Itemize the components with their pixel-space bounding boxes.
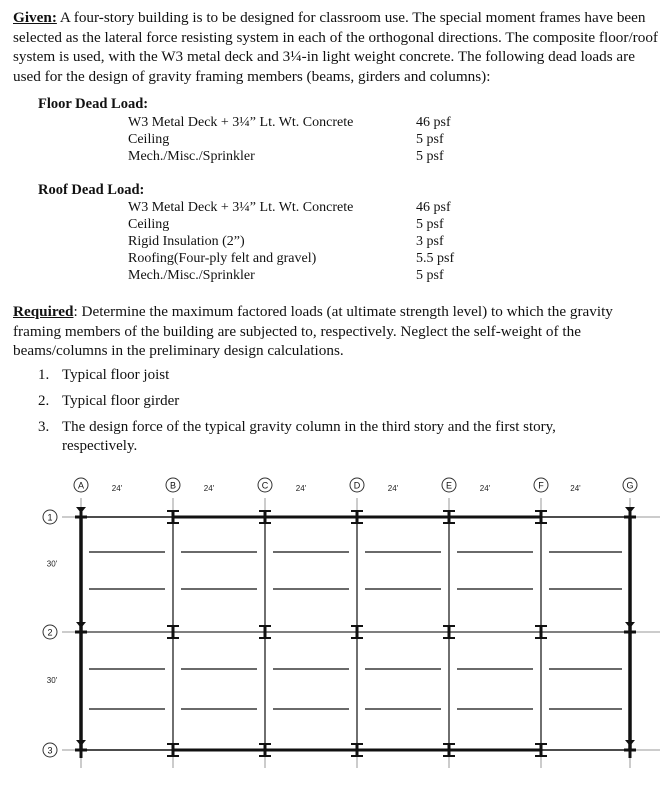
column-grid-label: A	[77, 480, 85, 491]
column-flange	[443, 522, 455, 524]
column-flange	[535, 743, 547, 745]
column-grid-label: B	[169, 480, 177, 491]
roof-load-desc: Rigid Insulation (2”)	[128, 234, 245, 249]
given-label: Given:	[13, 9, 57, 26]
connection-triangle	[76, 507, 86, 513]
question-number: 1.	[38, 367, 50, 383]
question-text: The design force of the typical gravity column in the third story and the first story, respectively.	[62, 419, 556, 454]
question-text: Typical floor joist	[62, 367, 170, 383]
roof-load-desc: Ceiling	[128, 217, 170, 232]
column-flange	[167, 522, 179, 524]
column-web	[264, 743, 267, 757]
floor-load-desc: Ceiling	[128, 132, 170, 147]
roof-load-value: 5.5 psf	[416, 251, 455, 266]
column-flange	[443, 755, 455, 757]
column-flange	[351, 637, 363, 639]
column-flange	[167, 637, 179, 639]
column-flange	[351, 510, 363, 512]
question-text: Typical floor girder	[62, 393, 180, 409]
row-grid-label: 1	[47, 512, 53, 523]
column-flange	[535, 625, 547, 627]
bay-width-label: 24'	[111, 484, 123, 493]
roof-load-row	[128, 217, 468, 234]
column-web	[264, 510, 267, 524]
bay-height-label: 30'	[46, 559, 58, 569]
column-flange	[259, 755, 271, 757]
column-web	[356, 510, 359, 524]
column-flange	[167, 625, 179, 627]
floor-load-value: 5 psf	[416, 149, 444, 164]
column-web	[172, 743, 175, 757]
required-label: Required	[13, 303, 74, 320]
floor-load-row	[128, 115, 468, 132]
column-web	[448, 625, 451, 639]
roof-load-value: 5 psf	[416, 217, 444, 232]
column-grid-label: F	[538, 480, 544, 491]
column-grid-label: D	[353, 480, 361, 491]
column-web	[540, 743, 543, 757]
column-flange	[535, 522, 547, 524]
floor-dead-load-title: Floor Dead Load:	[38, 96, 149, 112]
given-paragraph	[13, 8, 663, 86]
roof-load-desc: Mech./Misc./Sprinkler	[128, 268, 255, 283]
roof-load-desc: Roofing(Four-ply felt and gravel)	[128, 251, 317, 266]
column-flange	[259, 625, 271, 627]
connection-triangle	[625, 507, 635, 513]
bay-width-label: 24'	[479, 484, 491, 493]
roof-load-row	[128, 251, 468, 268]
row-grid-label: 2	[47, 627, 53, 638]
connection-triangle	[76, 622, 86, 628]
column-flange	[443, 637, 455, 639]
framing-plan	[0, 464, 670, 794]
column-flange	[351, 743, 363, 745]
bay-width-label: 24'	[203, 484, 215, 493]
column-flange	[167, 743, 179, 745]
roof-load-desc: W3 Metal Deck + 3¼” Lt. Wt. Concrete	[128, 200, 354, 215]
connection-triangle	[76, 740, 86, 746]
column-flange	[167, 755, 179, 757]
roof-load-row	[128, 234, 468, 251]
column-web	[448, 510, 451, 524]
required-text: : Determine the maximum factored loads (at ultimate strength level) to which the gravity framing members of the building are subjected to, respectively. Neglect the self-weight of the beams/columns in the preliminary design calculations.	[13, 303, 613, 359]
bay-width-label: 24'	[570, 484, 581, 493]
column-flange	[443, 510, 455, 512]
bay-height-label: 30'	[46, 676, 58, 685]
roof-load-value: 5 psf	[416, 268, 444, 283]
column-flange	[351, 755, 363, 757]
floor-load-row	[128, 132, 468, 149]
roof-load-value: 46 psf	[416, 200, 451, 215]
floor-load-row	[128, 149, 468, 166]
column-web	[356, 743, 359, 757]
connection-triangle	[625, 622, 635, 628]
question-number: 2.	[38, 393, 50, 409]
given-text: A four-story building is to be designed for classroom use. The special moment frames have been selected as the lateral force resisting system in each of the orthogonal directions. The composite floor/roof system is used, with the W3 metal deck and 3¼-in light weight concrete. The following dead loads are used for the design of gravity framing members (beams, girders and columns):	[13, 9, 658, 85]
required-paragraph	[13, 302, 663, 361]
column-web	[448, 743, 451, 757]
row-grid-label: 3	[47, 745, 53, 756]
connection-triangle	[625, 740, 635, 746]
column-flange	[535, 755, 547, 757]
column-grid-label: E	[445, 480, 453, 491]
roof-load-row	[128, 200, 468, 217]
column-flange	[443, 743, 455, 745]
column-flange	[259, 637, 271, 639]
column-flange	[259, 510, 271, 512]
column-grid-label: G	[626, 480, 634, 491]
column-web	[172, 510, 175, 524]
roof-load-row	[128, 268, 468, 285]
bay-width-label: 24'	[387, 484, 399, 493]
column-flange	[535, 637, 547, 639]
floor-load-desc: Mech./Misc./Sprinkler	[128, 149, 255, 164]
floor-load-value: 5 psf	[416, 132, 444, 147]
column-web	[540, 625, 543, 639]
column-flange	[167, 510, 179, 512]
column-flange	[259, 522, 271, 524]
column-flange	[351, 522, 363, 524]
column-web	[172, 625, 175, 639]
column-web	[540, 510, 543, 524]
column-flange	[443, 625, 455, 627]
roof-load-value: 3 psf	[416, 234, 444, 249]
column-flange	[259, 743, 271, 745]
roof-dead-load-title: Roof Dead Load:	[38, 182, 145, 198]
column-flange	[535, 510, 547, 512]
column-grid-label: C	[261, 480, 269, 491]
bay-width-label: 24'	[295, 484, 307, 493]
column-web	[264, 625, 267, 639]
column-flange	[351, 625, 363, 627]
column-web	[356, 625, 359, 639]
question-number: 3.	[38, 419, 50, 435]
floor-load-value: 46 psf	[416, 115, 451, 130]
floor-load-desc: W3 Metal Deck + 3¼” Lt. Wt. Concrete	[128, 115, 354, 130]
